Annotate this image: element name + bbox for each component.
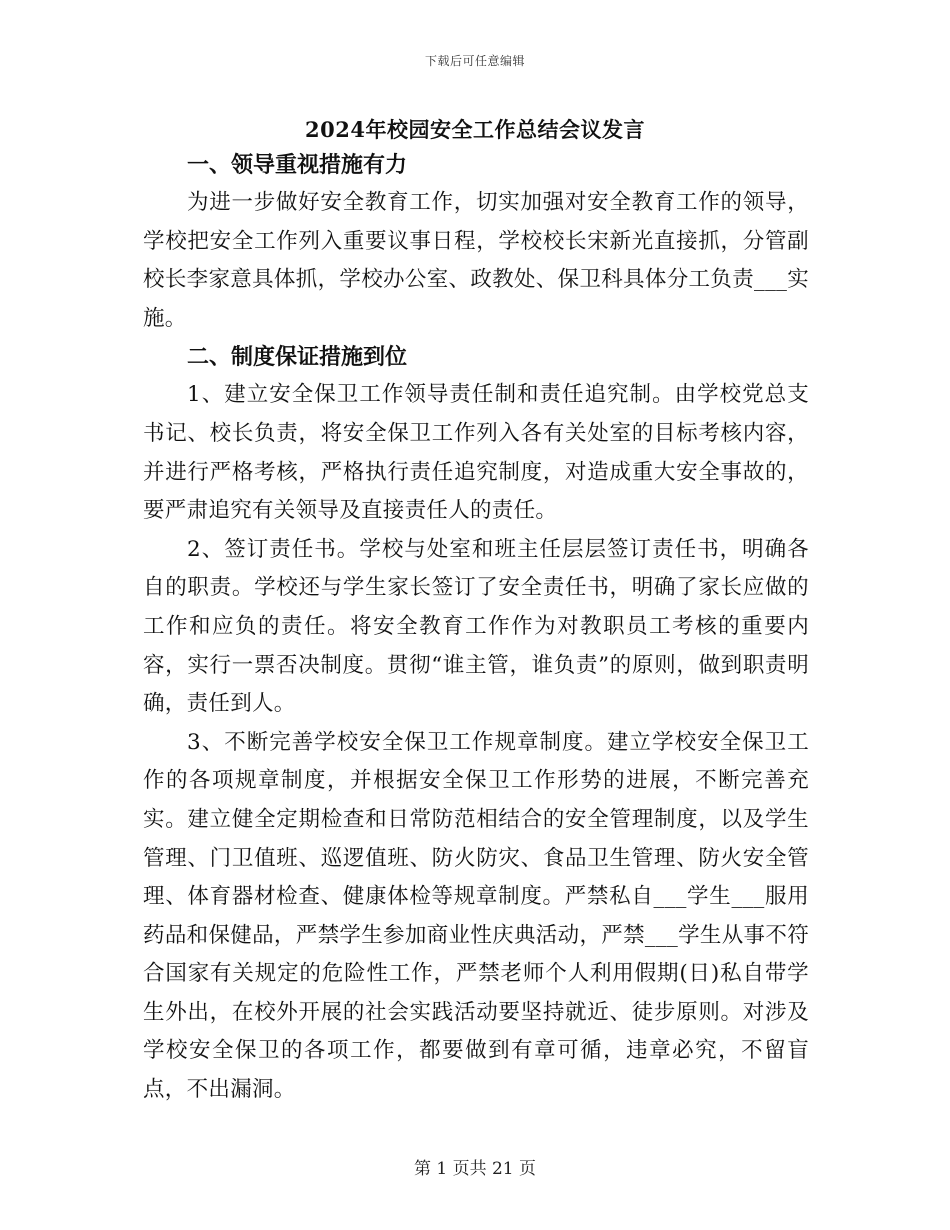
paragraph-responsibility-letter: 2、签订责任书。学校与处室和班主任层层签订责任书，明确各自的职责。学校还与学生家长签订了安全责任书，明确了家长应做的工作和应负的责任。将安全教育工作作为对教职员工考核的重要内容，实行一票否决制度。贯彻“谁主管，谁负责”的原则，做到职责明确，责任到人。	[143, 536, 809, 717]
section-heading-system: 二、制度保证措施到位	[187, 344, 408, 371]
document-body	[143, 146, 809, 1110]
paragraph-responsibility-system: 1、建立安全保卫工作领导责任制和责任追究制。由学校党总支书记、校长负责，将安全保卫工作列入各有关处室的目标考核内容，并进行严格考核，严格执行责任追究制度，对造成重大安全事故的，要严肃追究有关领导及直接责任人的责任。	[143, 382, 809, 524]
section-heading-leadership: 一、领导重视措施有力	[187, 152, 408, 178]
page-number: 第 1 页共 21 页	[413, 1159, 537, 1179]
paragraph-regulations: 3、不断完善学校安全保卫工作规章制度。建立学校安全保卫工作的各项规章制度，并根据安全保卫工作形势的进展，不断完善充实。建立健全定期检查和日常防范相结合的安全管理制度，以及学生管理、门卫值班、巡逻值班、防火防灾、食品卫生管理、防火安全管理、体育器材检查、健康体检等规章制度。严禁私自___学生___服用药品和保健品，严禁学生参加商业性庆典活动，严禁___学生从事不符合国家有关规定的危险性工作，严禁老师个人利用假期(日)私自带学生外出，在校外开展的社会实践活动要坚持就近、徒步原则。对涉及学校安全保卫的各项工作，都要做到有章可循，违章必究，不留盲点，不出漏洞。	[143, 729, 809, 1103]
paragraph-leadership: 为进一步做好安全教育工作，切实加强对安全教育工作的领导，学校把安全工作列入重要议事日程，学校校长宋新光直接抓，分管副校长李家意具体抓，学校办公室、政教处、保卫科具体分工负责___实施。	[143, 190, 809, 331]
page-header-note: 下载后可任意编辑	[424, 54, 525, 68]
document-title: 2024年校园安全工作总结会议发言	[305, 117, 645, 142]
